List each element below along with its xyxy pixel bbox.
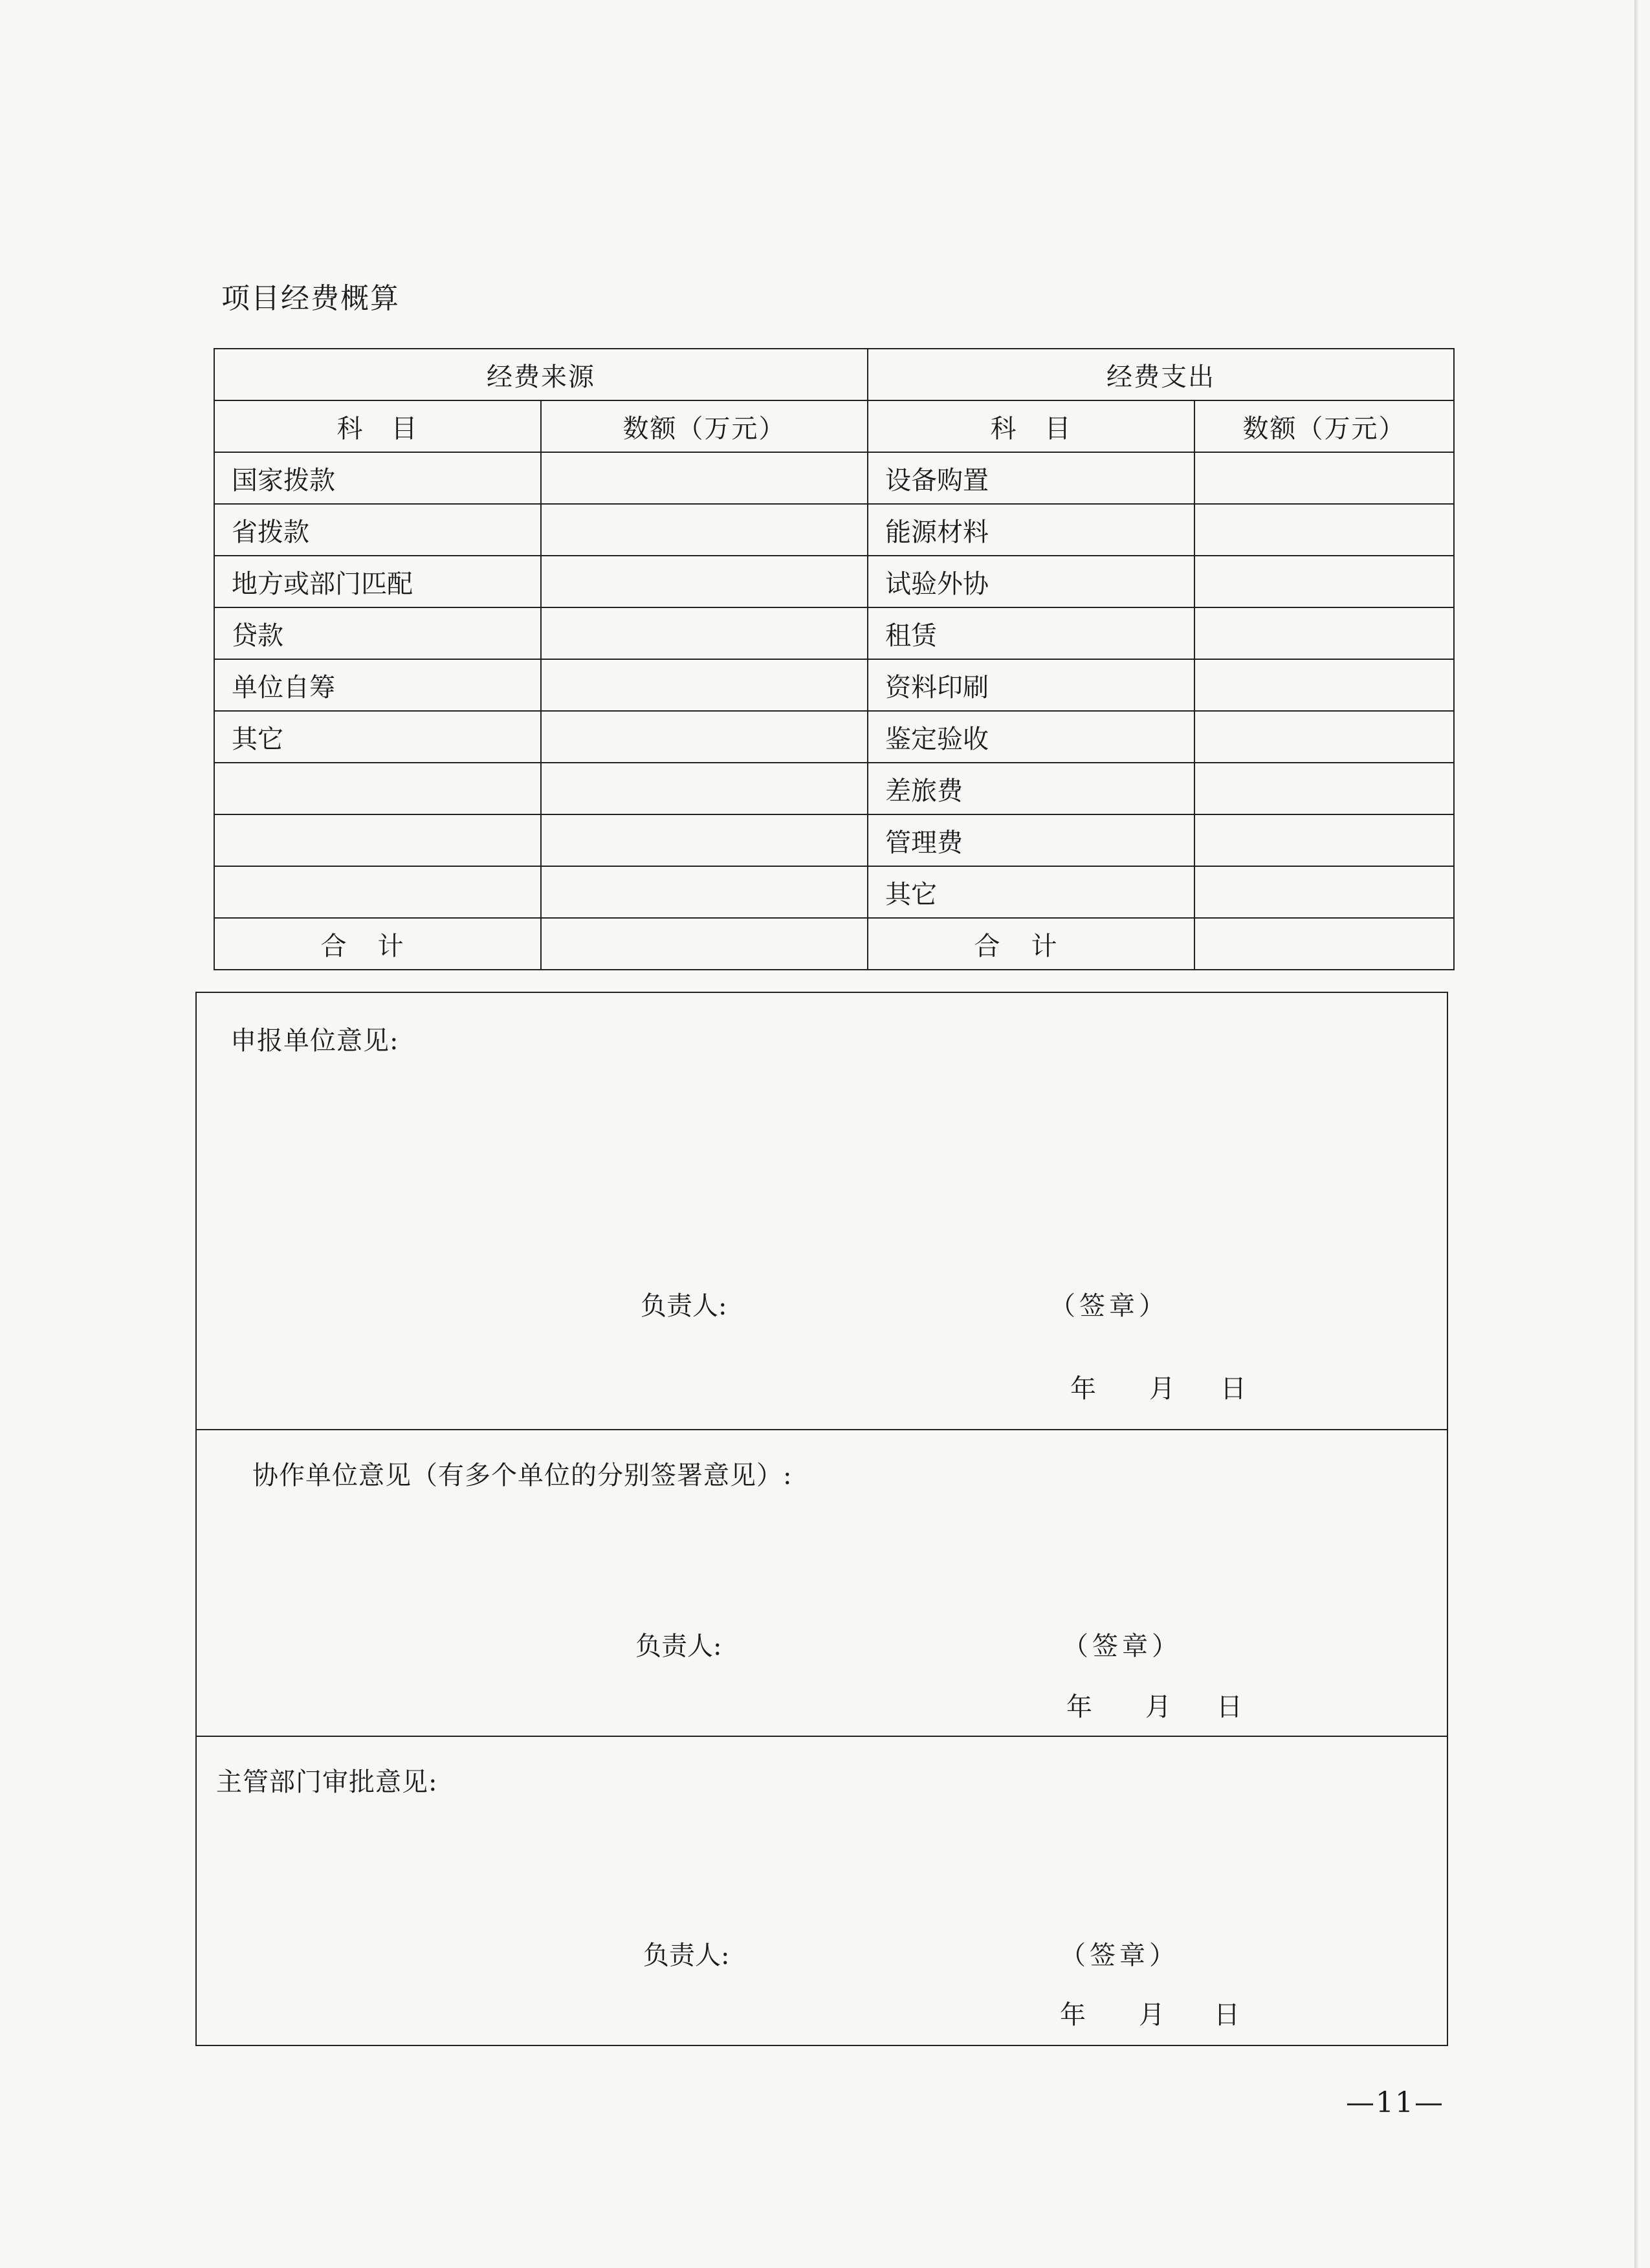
income-amount-cell[interactable] (541, 607, 868, 659)
income-total-cell[interactable] (541, 918, 868, 970)
income-total-label: 合计 (214, 918, 541, 970)
expense-total-label: 合计 (868, 918, 1194, 970)
authority-seal-label: （签章） (1060, 1941, 1179, 1970)
expense-item: 鉴定验收 (868, 711, 1194, 763)
date-day: 日 (1214, 2000, 1240, 2030)
income-amount-cell[interactable] (541, 711, 868, 763)
expense-header: 经费支出 (868, 349, 1454, 400)
income-amount-cell[interactable] (541, 452, 868, 504)
income-amount-header: 数额（万元） (541, 400, 868, 452)
page-edge (1634, 0, 1638, 2268)
table-row (214, 814, 1454, 866)
authority-person-label: 负责人: (643, 1941, 730, 1970)
total-row (214, 918, 1454, 970)
table-row (214, 763, 1454, 814)
date-year: 年 (1070, 1374, 1096, 1404)
date-month: 月 (1139, 2000, 1165, 2030)
expense-amount-cell[interactable] (1194, 452, 1454, 504)
expense-item: 其它 (868, 866, 1194, 918)
cooperator-person-label: 负责人: (635, 1631, 722, 1661)
expense-item: 试验外协 (868, 556, 1194, 607)
cooperator-seal-label: （签章） (1062, 1631, 1182, 1661)
expense-amount-cell[interactable] (1194, 607, 1454, 659)
table-row (214, 504, 1454, 556)
page-number: —11— (1346, 2086, 1444, 2119)
expense-amount-cell[interactable] (1194, 504, 1454, 556)
applicant-seal-label: （签章） (1050, 1291, 1169, 1321)
income-item: 单位自筹 (214, 659, 541, 711)
date-day: 日 (1220, 1374, 1246, 1404)
expense-subject-header: 科 目 (868, 400, 1194, 452)
date-year: 年 (1060, 2000, 1086, 2030)
income-item (214, 763, 541, 814)
income-amount-cell[interactable] (541, 814, 868, 866)
table-row (214, 659, 1454, 711)
table-row (214, 711, 1454, 763)
applicant-opinion-section[interactable] (197, 993, 1447, 1430)
expense-amount-cell[interactable] (1194, 659, 1454, 711)
applicant-date (1070, 1368, 1246, 1405)
income-amount-cell[interactable] (541, 866, 868, 918)
income-item (214, 814, 541, 866)
applicant-opinion-label: 申报单位意见: (230, 1026, 399, 1056)
authority-date (1060, 1994, 1240, 2031)
expense-amount-header: 数额（万元） (1194, 400, 1454, 452)
applicant-person-label: 负责人: (641, 1291, 727, 1321)
table-row (214, 866, 1454, 918)
budget-header-row (214, 349, 1454, 400)
section-title: 项目经费概算 (221, 282, 400, 315)
income-amount-cell[interactable] (541, 659, 868, 711)
income-item: 省拨款 (214, 504, 541, 556)
income-amount-cell[interactable] (541, 763, 868, 814)
cooperator-opinion-section[interactable] (197, 1430, 1447, 1737)
income-item: 国家拨款 (214, 452, 541, 504)
table-row (214, 452, 1454, 504)
date-day: 日 (1216, 1692, 1242, 1722)
income-header: 经费来源 (214, 349, 868, 400)
expense-total-cell[interactable] (1194, 918, 1454, 970)
expense-item: 能源材料 (868, 504, 1194, 556)
income-item: 贷款 (214, 607, 541, 659)
income-amount-cell[interactable] (541, 504, 868, 556)
authority-opinion-section[interactable] (197, 1737, 1447, 2045)
expense-item: 资料印刷 (868, 659, 1194, 711)
cooperator-date (1066, 1686, 1242, 1723)
table-row (214, 607, 1454, 659)
opinion-box (195, 992, 1448, 2046)
income-amount-cell[interactable] (541, 556, 868, 607)
expense-amount-cell[interactable] (1194, 814, 1454, 866)
expense-amount-cell[interactable] (1194, 763, 1454, 814)
date-month: 月 (1149, 1374, 1175, 1404)
budget-table (214, 348, 1455, 970)
cooperator-opinion-label: 协作单位意见（有多个单位的分别签署意见）: (252, 1461, 793, 1490)
date-year: 年 (1066, 1692, 1092, 1722)
expense-item: 租赁 (868, 607, 1194, 659)
expense-item: 设备购置 (868, 452, 1194, 504)
budget-subheader-row (214, 400, 1454, 452)
expense-amount-cell[interactable] (1194, 711, 1454, 763)
income-item: 地方或部门匹配 (214, 556, 541, 607)
date-month: 月 (1145, 1692, 1171, 1722)
authority-opinion-label: 主管部门审批意见: (216, 1767, 438, 1797)
income-subject-header: 科 目 (214, 400, 541, 452)
table-row (214, 556, 1454, 607)
expense-item: 差旅费 (868, 763, 1194, 814)
expense-amount-cell[interactable] (1194, 866, 1454, 918)
expense-amount-cell[interactable] (1194, 556, 1454, 607)
income-item: 其它 (214, 711, 541, 763)
expense-item: 管理费 (868, 814, 1194, 866)
income-item (214, 866, 541, 918)
